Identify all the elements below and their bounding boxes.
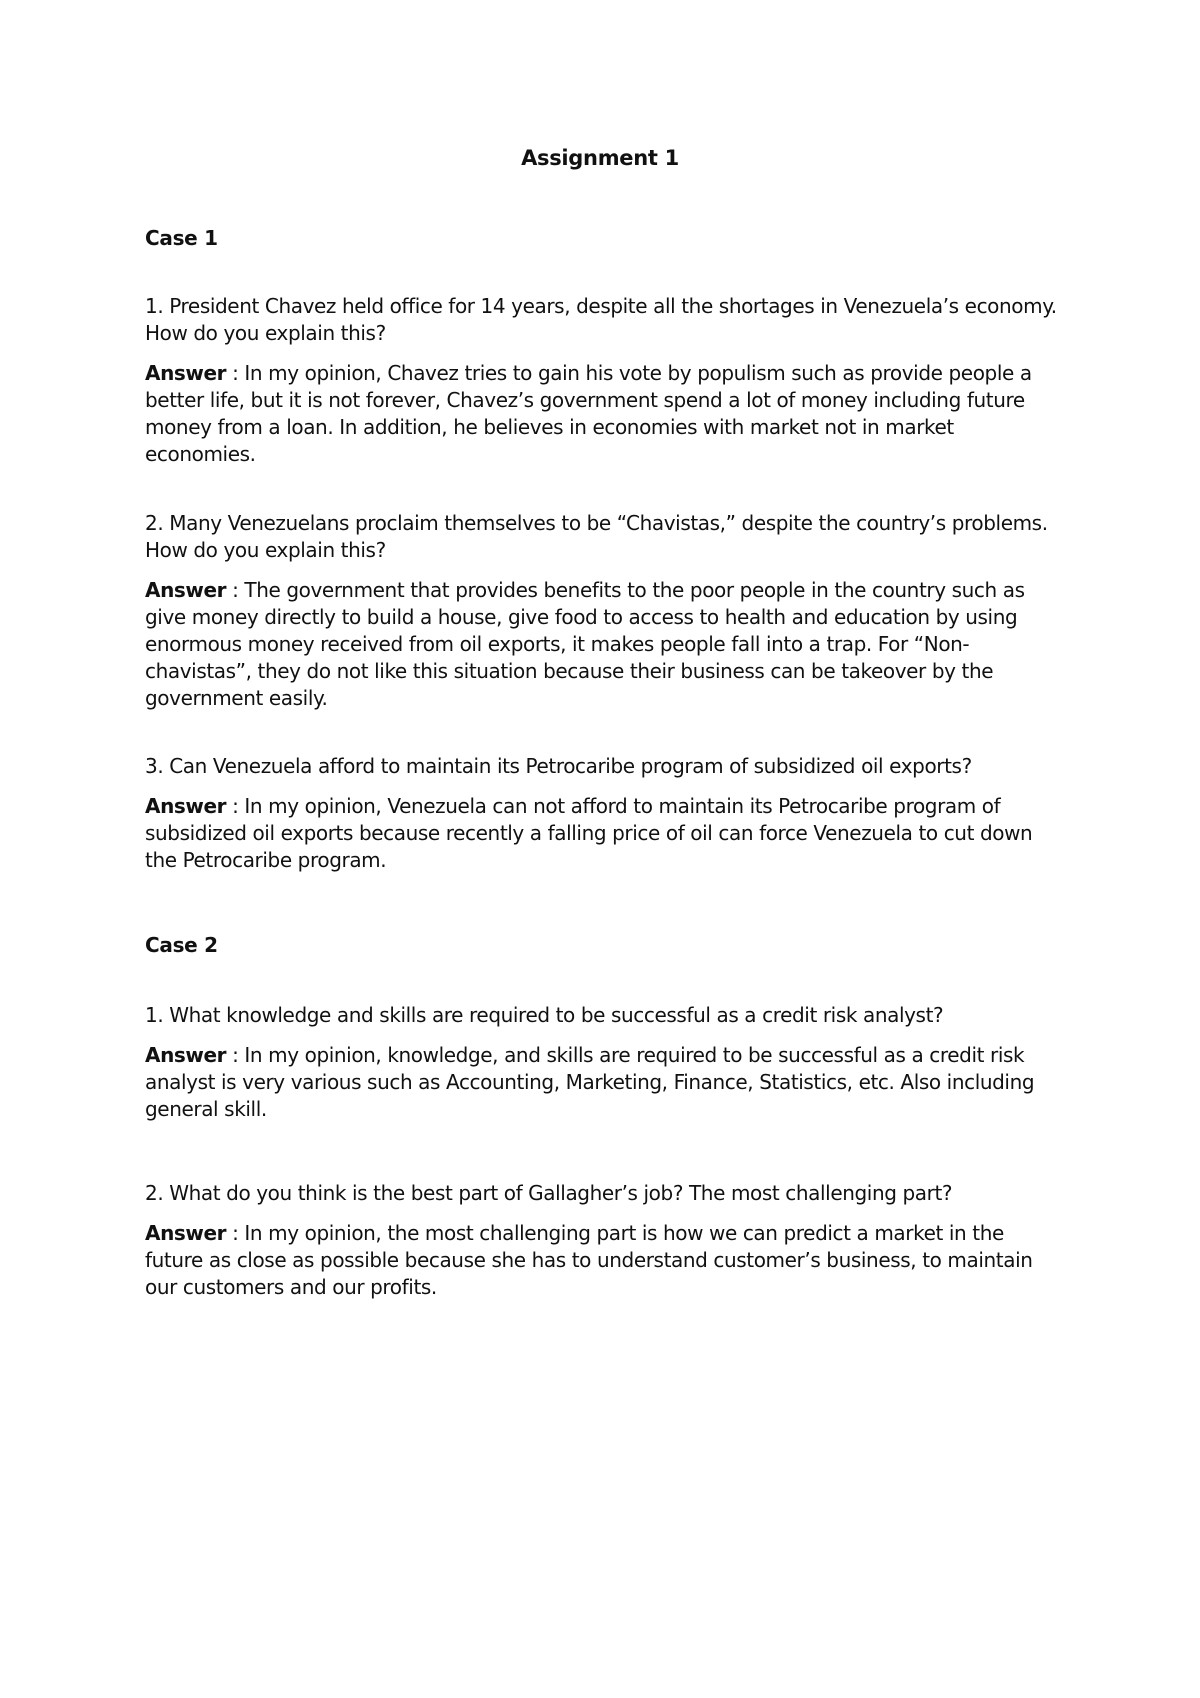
question-text: 2. Many Venezuelans proclaim themselves to be “Chavistas,” despite the country’s problems. How do you explain this?: [145, 511, 1048, 562]
answer-text: : In my opinion, Venezuela can not afford to maintain its Petrocaribe program of subsidized oil exports because recently a falling price of oil can force Venezuela to cut down the Petrocaribe program.: [145, 794, 1033, 872]
answer-label: Answer: [145, 578, 227, 602]
case-1-item-1: [145, 293, 1065, 468]
case-1-item-2: [145, 510, 1065, 712]
answer-label: Answer: [145, 361, 227, 385]
answer-paragraph: [145, 793, 1065, 874]
question-text: 1. What knowledge and skills are required to be successful as a credit risk analyst?: [145, 1003, 944, 1027]
case-2-heading: Case 2: [145, 933, 218, 957]
question-text: 3. Can Venezuela afford to maintain its Petrocaribe program of subsidized oil exports?: [145, 754, 972, 778]
answer-label: Answer: [145, 1043, 227, 1067]
case-2-item-2: [145, 1180, 1065, 1301]
answer-paragraph: [145, 360, 1065, 468]
answer-label: Answer: [145, 794, 227, 818]
case-2-item-1: [145, 1002, 1065, 1123]
answer-paragraph: [145, 1220, 1065, 1301]
document-title: Assignment 1: [521, 146, 679, 170]
answer-text: : In my opinion, Chavez tries to gain his vote by populism such as provide people a better life, but it is not forever, Chavez’s government spend a lot of money including future money from a loan. In addition, he believes in economies with market not in market economies.: [145, 361, 1032, 466]
answer-text: : The government that provides benefits to the poor people in the country such as give money directly to build a house, give food to access to health and education by using enormous money received from oil exports, it makes people fall into a trap. For “Non-chavistas”, they do not like this situation because their business can be takeover by the government easily.: [145, 578, 1025, 710]
answer-text: : In my opinion, the most challenging part is how we can predict a market in the future as close as possible because she has to understand customer’s business, to maintain our customers and our profits.: [145, 1221, 1033, 1299]
question-text: 2. What do you think is the best part of Gallagher’s job? The most challenging part?: [145, 1181, 953, 1205]
answer-text: : In my opinion, knowledge, and skills are required to be successful as a credit risk analyst is very various such as Accounting, Marketing, Finance, Statistics, etc. Also including general skill.: [145, 1043, 1035, 1121]
case-1-item-3: [145, 753, 1065, 874]
answer-paragraph: [145, 577, 1065, 712]
answer-label: Answer: [145, 1221, 227, 1245]
question-text: 1. President Chavez held office for 14 years, despite all the shortages in Venezuela’s economy. How do you explain this?: [145, 294, 1057, 345]
case-1-heading: Case 1: [145, 226, 218, 250]
answer-paragraph: [145, 1042, 1065, 1123]
